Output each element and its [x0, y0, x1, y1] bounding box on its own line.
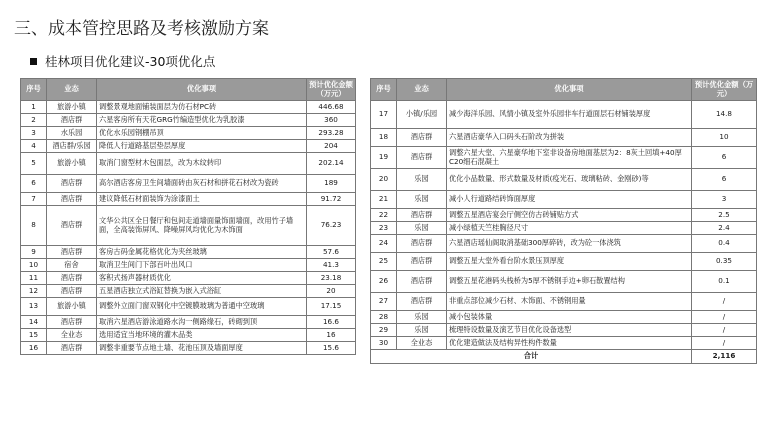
row-saving: 14.8 — [692, 101, 757, 129]
row-item: 取消卫生间门下部百叶出风口 — [97, 259, 307, 272]
row-type: 水乐园 — [47, 127, 97, 140]
row-no: 30 — [371, 337, 397, 350]
table-row — [21, 246, 356, 259]
row-saving: 446.68 — [307, 101, 356, 114]
row-item: 六星客房所有天花GRG竹编造型优化为乳胶漆 — [97, 114, 307, 127]
row-no: 26 — [371, 271, 397, 293]
table-row — [21, 127, 356, 140]
row-no: 13 — [21, 298, 47, 316]
row-item: 高尔酒店客房卫生间墙面砖由灰石材和拼花石材改为瓷砖 — [97, 175, 307, 193]
row-no: 11 — [21, 272, 47, 285]
row-type: 酒店群 — [47, 272, 97, 285]
table-row — [371, 311, 757, 324]
row-item: 降低人行道路基层垫层厚度 — [97, 140, 307, 153]
header-type: 业态 — [47, 79, 97, 101]
row-type: 酒店群 — [47, 246, 97, 259]
row-saving: 6 — [692, 147, 757, 169]
row-no: 8 — [21, 206, 47, 246]
row-item: 客积式扬声器材质优化 — [97, 272, 307, 285]
header-item: 优化事项 — [447, 79, 692, 101]
row-type: 酒店群 — [397, 271, 447, 293]
row-type: 酒店群 — [47, 342, 97, 355]
header-saving: 预计优化金额（万元） — [692, 79, 757, 101]
row-saving: 3 — [692, 191, 757, 209]
row-item: 减小包装体量 — [447, 311, 692, 324]
row-saving: 2.4 — [692, 222, 757, 235]
row-type: 旅游小镇 — [47, 101, 97, 114]
table-row — [21, 316, 356, 329]
table-row — [371, 191, 757, 209]
header-no: 序号 — [21, 79, 47, 101]
table-row — [21, 342, 356, 355]
row-saving: 23.18 — [307, 272, 356, 285]
table-row — [21, 272, 356, 285]
table-row — [21, 140, 356, 153]
row-no: 5 — [21, 153, 47, 175]
row-no: 20 — [371, 169, 397, 191]
row-type: 乐园 — [397, 169, 447, 191]
row-no: 10 — [21, 259, 47, 272]
row-item: 客房古码金属花格优化为夹丝玻璃 — [97, 246, 307, 259]
row-item: 文华公共区全日餐厅和包间走道墙面量饰面墙面，改用竹子墙面，全高装饰屏风、降噪屏风均优化为木饰面 — [97, 206, 307, 246]
table-row — [371, 147, 757, 169]
row-item: 优化水乐园钢棚吊顶 — [97, 127, 307, 140]
row-type: 酒店群 — [397, 253, 447, 271]
row-no: 3 — [21, 127, 47, 140]
total-label: 合计 — [371, 350, 692, 364]
row-item: 调整外立面门窗双钢化中空镀膜玻璃为普通中空玻璃 — [97, 298, 307, 316]
row-saving: 76.23 — [307, 206, 356, 246]
row-saving: 10 — [692, 129, 757, 147]
row-item: 调整景观地面铺装面层为仿石材PC砖 — [97, 101, 307, 114]
row-type: 酒店群 — [47, 193, 97, 206]
row-item: 取消门窗型材木包面层，改为木纹转印 — [97, 153, 307, 175]
row-item: 梳理特设数量及演艺节目优化设备选型 — [447, 324, 692, 337]
row-saving: / — [692, 311, 757, 324]
row-no: 15 — [21, 329, 47, 342]
row-saving: 41.3 — [307, 259, 356, 272]
row-type: 旅游小镇 — [47, 298, 97, 316]
row-saving: / — [692, 293, 757, 311]
header-item: 优化事项 — [97, 79, 307, 101]
row-saving: 57.6 — [307, 246, 356, 259]
table-row — [21, 206, 356, 246]
table-row — [371, 253, 757, 271]
row-no: 17 — [371, 101, 397, 129]
table-row — [21, 101, 356, 114]
row-item: 调整五星大堂外看台阶水景压顶厚度 — [447, 253, 692, 271]
header-no: 序号 — [371, 79, 397, 101]
table-row — [371, 209, 757, 222]
table-row — [371, 293, 757, 311]
row-type: 酒店群 — [397, 129, 447, 147]
row-no: 4 — [21, 140, 47, 153]
row-saving: 16 — [307, 329, 356, 342]
table-row — [371, 222, 757, 235]
row-no: 23 — [371, 222, 397, 235]
table-row — [21, 285, 356, 298]
row-item: 减小人行道路结砖饰面厚度 — [447, 191, 692, 209]
row-type: 乐园 — [397, 311, 447, 324]
square-bullet-icon — [30, 58, 37, 65]
row-saving: 91.72 — [307, 193, 356, 206]
row-type: 酒店群 — [397, 209, 447, 222]
row-no: 2 — [21, 114, 47, 127]
row-item: 非重点部位减少石材、木饰面、不锈钢用量 — [447, 293, 692, 311]
header-type: 业态 — [397, 79, 447, 101]
row-saving: 189 — [307, 175, 356, 193]
section-subtitle — [30, 52, 215, 70]
row-saving: 0.4 — [692, 235, 757, 253]
row-saving: 0.1 — [692, 271, 757, 293]
row-no: 18 — [371, 129, 397, 147]
subtitle-text: 桂林项目优化建议-30项优化点 — [45, 54, 216, 69]
row-saving: 2.5 — [692, 209, 757, 222]
row-type: 酒店群 — [397, 293, 447, 311]
row-type: 旅游小镇 — [47, 153, 97, 175]
row-type: 乐园 — [397, 191, 447, 209]
table-row — [21, 329, 356, 342]
row-no: 9 — [21, 246, 47, 259]
row-type: 全业态 — [47, 329, 97, 342]
page-title: 三、成本管控思路及考核激励方案 — [14, 19, 269, 39]
row-type: 酒店群 — [47, 285, 97, 298]
row-item: 调整非重要节点地土墙、花池压顶及墙面厚度 — [97, 342, 307, 355]
row-no: 6 — [21, 175, 47, 193]
table-row — [21, 259, 356, 272]
row-type: 酒店群 — [47, 316, 97, 329]
row-no: 19 — [371, 147, 397, 169]
row-item: 优化建造做法及结构异性构件数量 — [447, 337, 692, 350]
row-item: 优化小品数量、形式数量及材质(疫光石、玻璃粘砖、金刚砂)等 — [447, 169, 692, 191]
row-saving: 6 — [692, 169, 757, 191]
row-type: 酒店群 — [397, 235, 447, 253]
row-type: 乐园 — [397, 324, 447, 337]
table-row — [371, 271, 757, 293]
optimization-table-left — [20, 78, 356, 355]
row-no: 16 — [21, 342, 47, 355]
row-item: 建议降低石材面装饰为涂漆面土 — [97, 193, 307, 206]
row-no: 29 — [371, 324, 397, 337]
table-row — [371, 337, 757, 350]
row-item: 调整五星花港码头栈桥为5厚不锈钢手边+卵石散置结构 — [447, 271, 692, 293]
row-no: 21 — [371, 191, 397, 209]
table-row — [21, 175, 356, 193]
row-item: 六星酒店豪华入口码头石阶改为拼装 — [447, 129, 692, 147]
row-item: 调整五星酒店宴会厅侧空仿古砖铺贴方式 — [447, 209, 692, 222]
row-item: 取消六星酒店游泳道路水沟一侧路缘石，砖砌到顶 — [97, 316, 307, 329]
row-saving: 20 — [307, 285, 356, 298]
row-saving: 360 — [307, 114, 356, 127]
optimization-table-right — [370, 78, 757, 364]
row-no: 12 — [21, 285, 47, 298]
row-no: 24 — [371, 235, 397, 253]
row-type: 酒店群/乐园 — [47, 140, 97, 153]
row-no: 14 — [21, 316, 47, 329]
row-no: 27 — [371, 293, 397, 311]
table-row — [21, 153, 356, 175]
table-row — [371, 169, 757, 191]
row-no: 22 — [371, 209, 397, 222]
table-row — [371, 324, 757, 337]
row-type: 小镇/乐园 — [397, 101, 447, 129]
row-no: 7 — [21, 193, 47, 206]
table-row — [21, 298, 356, 316]
row-item: 减少海洋乐园、风情小镇及室外乐园非车行道面层石材铺装厚度 — [447, 101, 692, 129]
header-saving: 预计优化金额（万元） — [307, 79, 356, 101]
row-saving: / — [692, 324, 757, 337]
row-type: 全业态 — [397, 337, 447, 350]
row-type: 宿舍 — [47, 259, 97, 272]
table-row — [371, 101, 757, 129]
row-saving: 0.35 — [692, 253, 757, 271]
row-type: 酒店群 — [47, 114, 97, 127]
row-saving: 204 — [307, 140, 356, 153]
row-item: 选用适宜当地环境的灌木品类 — [97, 329, 307, 342]
row-type: 酒店群 — [47, 175, 97, 193]
table-row — [21, 114, 356, 127]
table-row — [371, 235, 757, 253]
row-saving: 16.6 — [307, 316, 356, 329]
row-type: 酒店群 — [397, 147, 447, 169]
row-saving: / — [692, 337, 757, 350]
row-type: 酒店群 — [47, 206, 97, 246]
total-value: 2,116 — [692, 350, 757, 364]
row-no: 1 — [21, 101, 47, 114]
row-type: 乐园 — [397, 222, 447, 235]
table-row — [21, 193, 356, 206]
row-no: 28 — [371, 311, 397, 324]
row-item: 六星酒店瑶仙阁取消基础300厚碎砖，改为砼一体浇筑 — [447, 235, 692, 253]
row-saving: 202.14 — [307, 153, 356, 175]
row-saving: 15.6 — [307, 342, 356, 355]
row-item: 减小绿植天竺桂胸径尺寸 — [447, 222, 692, 235]
row-item: 五星酒店独立式浴缸替换为嵌入式浴缸 — [97, 285, 307, 298]
row-saving: 293.28 — [307, 127, 356, 140]
row-item: 调整六星大堂、六星豪华地下室非设备房地面基层为2：8灰土回填+40厚C20细石混凝土 — [447, 147, 692, 169]
table-row — [371, 129, 757, 147]
row-saving: 17.15 — [307, 298, 356, 316]
row-no: 25 — [371, 253, 397, 271]
